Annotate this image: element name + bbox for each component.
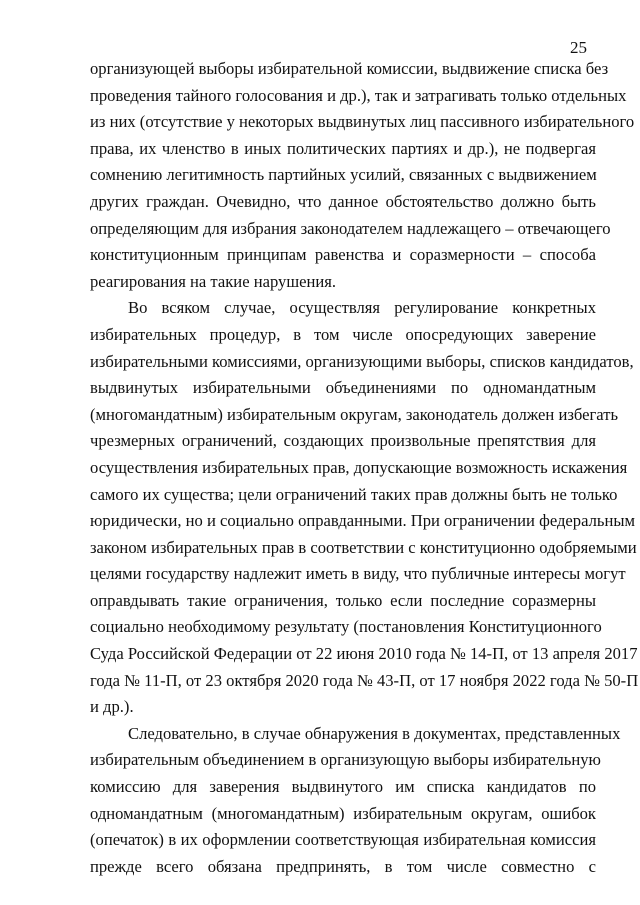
text-line: социально необходимому результату (постановления Конституционного: [90, 617, 602, 637]
text-line: прежде всего обязана предпринять, в том числе совместно с: [90, 856, 596, 876]
text-line: других граждан. Очевидно, что данное обстоятельство должно быть: [90, 191, 596, 211]
text-line: юридически, но и социально оправданными. При ограничении федеральным: [90, 511, 635, 531]
paragraph: [90, 295, 639, 721]
text-line: проведения тайного голосования и др.), так и затрагивать только отдельных: [90, 85, 627, 105]
text-line: чрезмерных ограничений, создающих произвольные препятствия для: [90, 431, 596, 451]
text-line: Во всяком случае, осуществляя регулирование конкретных: [128, 298, 596, 318]
text-line: самого их существа; цели ограничений таких прав должны быть не только: [90, 484, 618, 504]
text-line: организующей выборы избирательной комиссии, выдвижение списка без: [90, 59, 609, 78]
text-line: оправдывать такие ограничения, только если последние соразмерны: [90, 590, 596, 610]
text-line: выдвинутых избирательными объединениями по одномандатным: [90, 378, 596, 398]
text-line: конституционным принципам равенства и соразмерности – способа: [90, 245, 596, 265]
text-line: Следовательно, в случае обнаружения в документах, представленных: [128, 723, 621, 743]
text-line: целями государству надлежит иметь в виду, что публичные интересы могут: [90, 564, 626, 584]
text-line: (опечаток) в их оформлении соответствующая избирательная комиссия: [90, 830, 596, 850]
text-line: законом избирательных прав в соответствии с конституционно одобряемыми: [90, 537, 637, 557]
paragraph: [90, 721, 621, 881]
text-line: года № 11-П, от 23 октября 2020 года № 43-П, от 17 ноября 2022 года № 50-П: [90, 670, 639, 690]
text-line: сомнению легитимность партийных усилий, связанных с выдвижением: [90, 165, 597, 185]
text-line: и др.).: [90, 697, 134, 717]
text-line: из них (отсутствие у некоторых выдвинутых лиц пассивного избирательного: [90, 112, 635, 132]
text-line: избирательными комиссиями, организующими выборы, списков кандидатов,: [90, 351, 634, 371]
text-line: (многомандатным) избирательным округам, законодатель должен избегать: [90, 404, 619, 424]
text-line: избирательным объединением в организующую выборы избирательную: [90, 750, 601, 770]
text-line: осуществления избирательных прав, допускающие возможность искажения: [90, 457, 628, 477]
text-line: комиссию для заверения выдвинутого им списка кандидатов по: [90, 777, 596, 797]
text-line: определяющим для избрания законодателем надлежащего – отвечающего: [90, 218, 611, 238]
text-line: одномандатным (многомандатным) избирательным округам, ошибок: [90, 803, 596, 823]
text-line: реагирования на такие нарушения.: [90, 271, 337, 291]
page-number: 25: [570, 38, 587, 57]
paragraph: [90, 56, 635, 295]
text-line: Суда Российской Федерации от 22 июня 2010 года № 14-П, от 13 апреля 2017: [90, 644, 638, 664]
document-body: [90, 56, 639, 880]
text-line: права, их членство в иных политических партиях и др.), не подвергая: [90, 138, 596, 158]
text-line: избирательных процедур, в том числе опосредующих заверение: [90, 324, 596, 344]
